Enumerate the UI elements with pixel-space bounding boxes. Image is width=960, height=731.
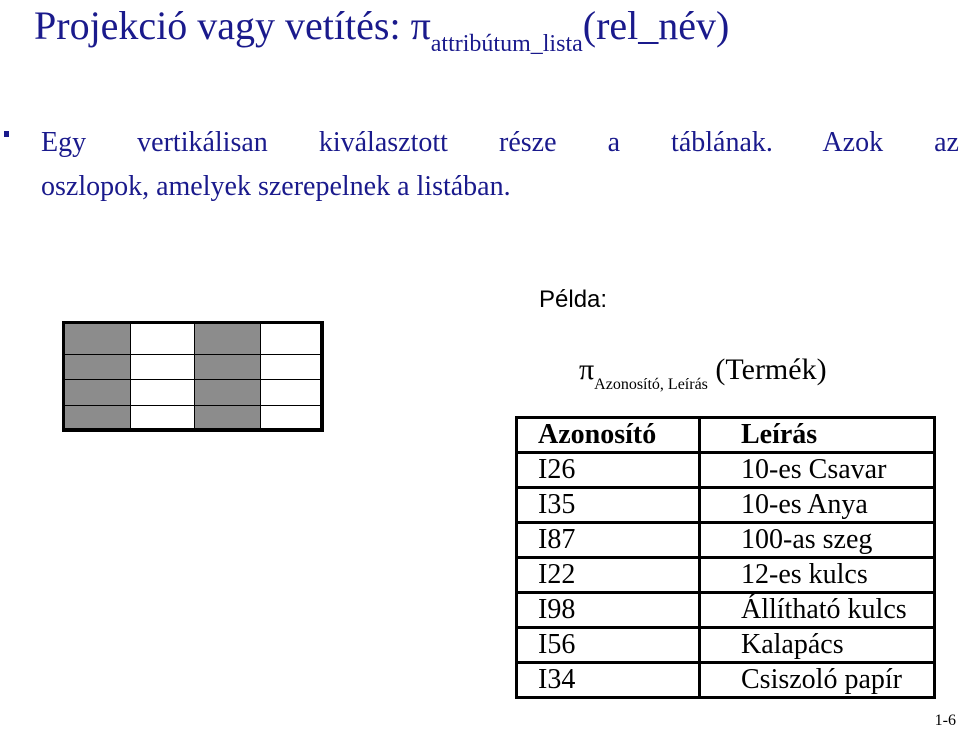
schema-cell [65,355,131,380]
table-row [517,628,935,663]
schema-cell [195,406,261,429]
schema-cell [65,380,131,406]
title-main: Projekció vagy vetítés: π [34,3,431,48]
bullet-line-2: oszlopok, amelyek szerepelnek a listában. [41,171,511,202]
formula-relation: (Termék) [715,353,827,386]
header-leiras: Leírás [700,418,935,453]
formula-pi: π [579,353,595,386]
cell-azonosito: I22 [517,558,700,593]
schema-cell [65,406,131,429]
schema-cell [195,324,261,355]
cell-leiras: 100-as szeg [700,523,935,558]
cell-azonosito: I98 [517,593,700,628]
slide-number: 1-6 [934,712,956,729]
title-subscript: attribútum_lista [430,31,583,57]
schema-cell [131,406,195,429]
cell-azonosito: I35 [517,488,700,523]
projection-formula [579,352,827,393]
cell-azonosito: I87 [517,523,700,558]
projection-schema-diagram [62,321,324,432]
title-suffix: (rel_név) [582,3,730,48]
table-row [517,558,935,593]
schema-cell [261,324,321,355]
cell-leiras: 12-es kulcs [700,558,935,593]
schema-cell [261,355,321,380]
formula-subscript: Azonosító, Leírás [594,376,708,393]
cell-leiras: Csiszoló papír [700,663,935,698]
schema-cell [261,380,321,406]
table-row [517,488,935,523]
schema-cell [195,380,261,406]
bullet-marker [4,131,9,137]
schema-cell [261,406,321,429]
cell-azonosito: I56 [517,628,700,663]
schema-cell [65,324,131,355]
result-table [515,416,936,699]
schema-cell [131,380,195,406]
schema-cell [195,355,261,380]
cell-azonosito: I26 [517,453,700,488]
table-row [517,453,935,488]
cell-leiras: 10-es Anya [700,488,935,523]
header-azonosito: Azonosító [517,418,700,453]
table-row [517,593,935,628]
bullet-text [41,121,959,209]
table-row [517,523,935,558]
bullet-line-1: Egy vertikálisan kiválasztott része a táblának. Azok az [41,127,959,158]
table-header-row [517,418,935,453]
slide-title [34,0,729,58]
schema-cell [131,355,195,380]
cell-azonosito: I34 [517,663,700,698]
cell-leiras: Állítható kulcs [700,593,935,628]
example-label: Példa: [539,286,608,313]
schema-cell [131,324,195,355]
cell-leiras: Kalapács [700,628,935,663]
table-row [517,663,935,698]
cell-leiras: 10-es Csavar [700,453,935,488]
